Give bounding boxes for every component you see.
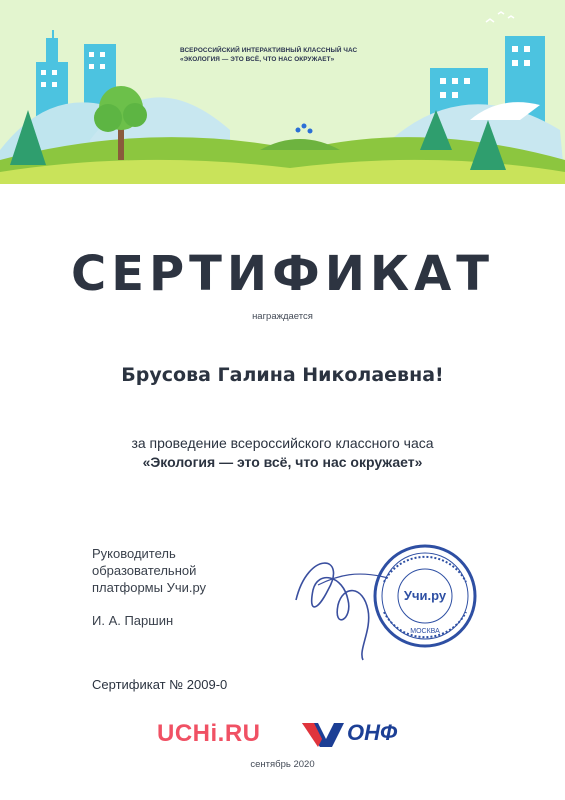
certificate-number: Сертификат № 2009-0 [92, 677, 228, 692]
issue-date: сентябрь 2020 [250, 759, 315, 770]
signature-and-stamp [288, 530, 503, 670]
event-title-line2: «ЭКОЛОГИЯ — ЭТО ВСЁ, ЧТО НАС ОКРУЖАЕТ» [180, 56, 335, 63]
signer-role: Руководитель образовательной платформы Учи.ру [92, 546, 207, 595]
event-title [180, 46, 410, 64]
event-title-line1: ВСЕРОССИЙСКИЙ ИНТЕРАКТИВНЫЙ КЛАССНЫЙ ЧАС [180, 47, 358, 54]
award-reason-line1: за проведение всероссийского классного часа [131, 435, 434, 451]
stamp-city: МОСКВА [410, 628, 440, 635]
onf-logo [300, 717, 412, 749]
awarded-label: награждается [252, 311, 313, 322]
signer-name: И. А. Паршин [92, 613, 174, 628]
award-reason-line2: «Экология — это всё, что нас окружает» [142, 454, 423, 470]
header-banner [0, 0, 565, 184]
eco-landscape-illustration [0, 0, 565, 184]
stamp-center-text: Учи.ру [403, 588, 447, 603]
uchi-ru-logo: UCHi.RU [157, 720, 261, 747]
stamp-icon [288, 530, 503, 670]
recipient-name: Брусова Галина Николаевна! [121, 364, 444, 386]
certificate-title: СЕРТИФИКАТ [70, 246, 494, 302]
award-reason [0, 434, 565, 472]
onf-logo-text: ОНФ [347, 720, 398, 745]
